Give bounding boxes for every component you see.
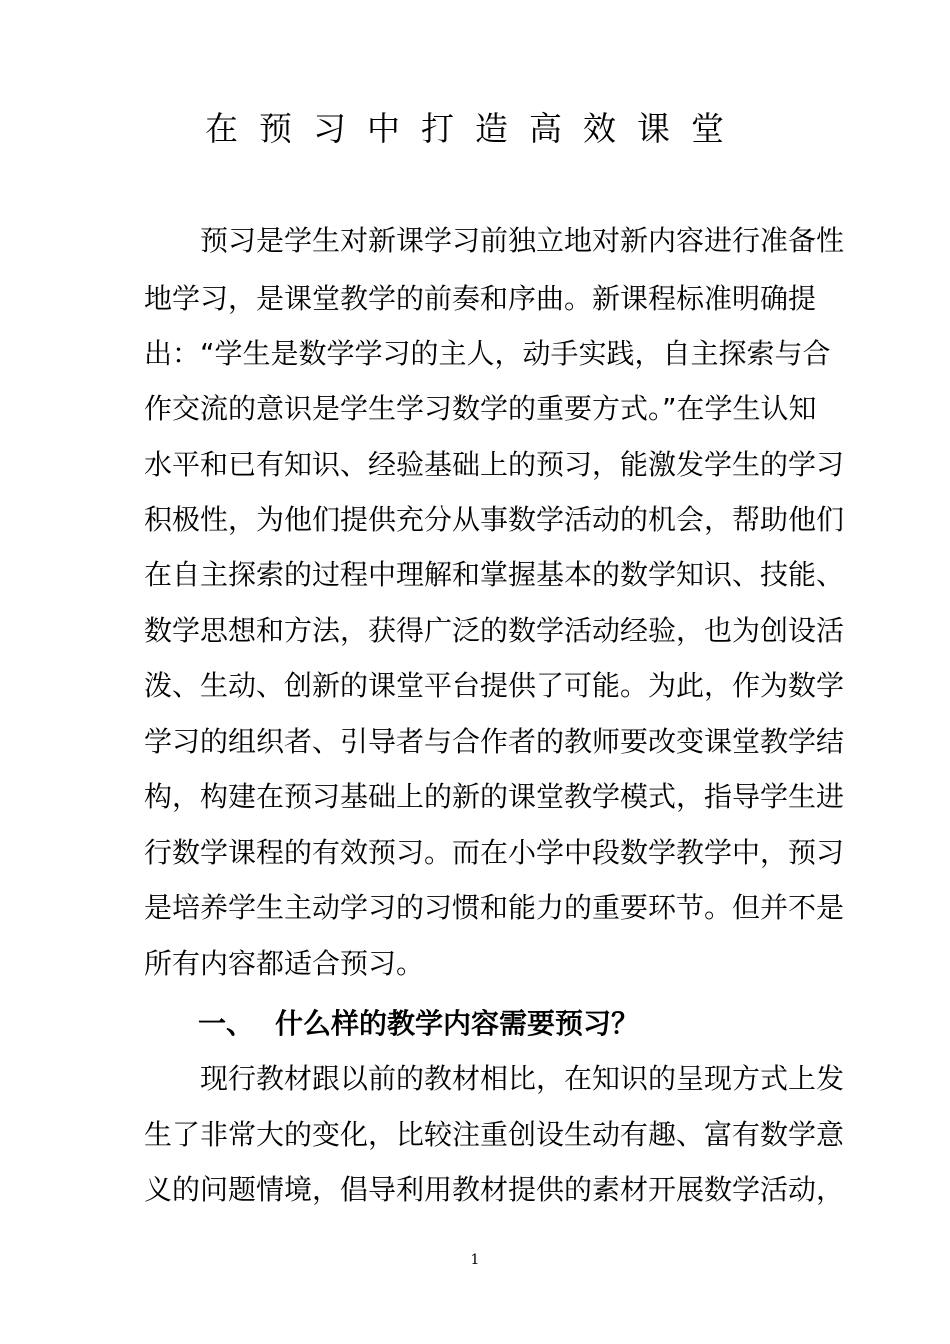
paragraph-1-line: 泼、生动、创新的课堂平台提供了可能。为此，作为数学 [144, 669, 845, 702]
paragraph-1-line: 水平和已有知识、经验基础上的预习，能激发学生的学习 [144, 448, 845, 481]
section-number: 一、 [198, 1007, 255, 1040]
paragraph-1-line: 行数学课程的有效预习。而在小学中段数学教学中，预习 [144, 836, 845, 869]
paragraph-1-line: 是培养学生主动学习的习惯和能力的重要环节。但并不是 [144, 891, 845, 924]
page-number: 1 [470, 1252, 480, 1268]
paragraph-1-line: 预习是学生对新课学习前独立地对新内容进行准备性 [144, 224, 845, 257]
paragraph-2-line: 生了非常大的变化，比较注重创设生动有趣、富有数学意 [144, 1118, 845, 1151]
paragraph-1-line: 所有内容都适合预习。 [144, 947, 425, 980]
paragraph-1-line: 作交流的意识是学生学习数学的重要方式。”在学生认知 [144, 392, 817, 425]
document-title: 在预习中打造高效课堂 [205, 109, 745, 148]
paragraph-1-line: 构，构建在预习基础上的新的课堂教学模式，指导学生进 [144, 780, 845, 813]
paragraph-1-line: 在自主探索的过程中理解和掌握基本的数学知识、技能、 [144, 558, 845, 591]
paragraph-1-line: 学习的组织者、引导者与合作者的教师要改变课堂教学结 [144, 725, 845, 758]
section-title: 什么样的教学内容需要预习？ [275, 1007, 640, 1040]
paragraph-2-line: 义的问题情境，倡导利用教材提供的素材开展数学活动， [144, 1173, 845, 1206]
paragraph-1-line: 出：“学生是数学学习的主人，动手实践，自主探索与合 [144, 337, 831, 370]
section-heading [198, 1002, 639, 1046]
paragraph-1-line: 地学习，是课堂教学的前奏和序曲。新课程标准明确提 [144, 282, 817, 315]
paragraph-1-line: 数学思想和方法，获得广泛的数学活动经验，也为创设活 [144, 614, 845, 647]
paragraph-2-line: 现行教材跟以前的教材相比，在知识的呈现方式上发 [144, 1062, 845, 1095]
paragraph-1-line: 积极性，为他们提供充分从事数学活动的机会，帮助他们 [144, 503, 845, 536]
